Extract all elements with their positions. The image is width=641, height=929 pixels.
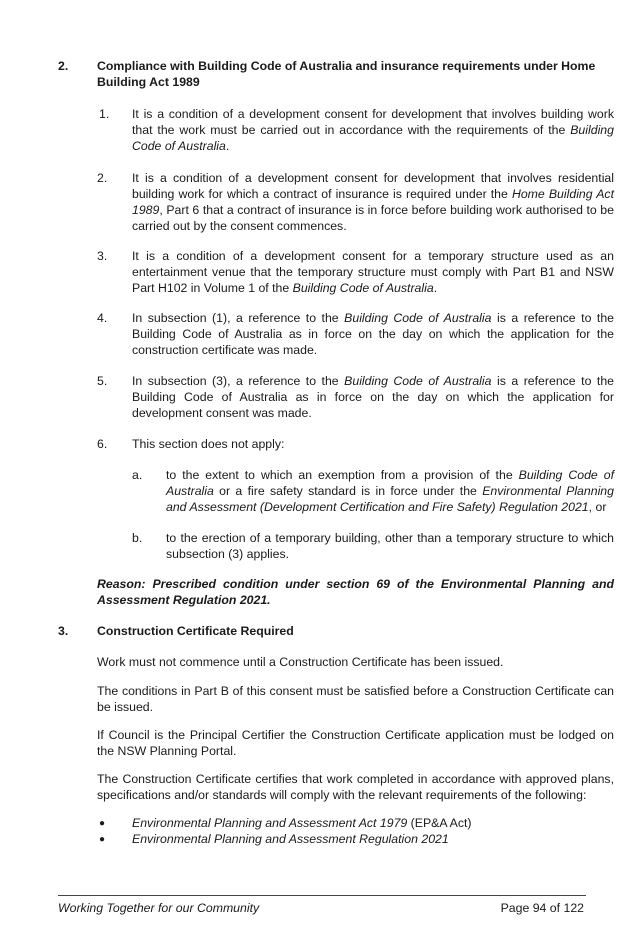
italic-run: Environmental Planning and Assessment Regulation 2021 (132, 832, 449, 846)
text-run: (EP&A Act) (407, 816, 472, 830)
text-run: . (225, 139, 230, 153)
item-6-text (132, 436, 614, 452)
item-1-number: 1. (99, 107, 110, 121)
section-3-title: Construction Certificate Required (97, 624, 294, 638)
item-6-number: 6. (97, 437, 108, 451)
text-run: to the erection of a temporary building, other than a temporary structure to which subsection (3) applies. (166, 531, 614, 561)
text-run: , or (588, 500, 607, 514)
text-run: is a reference to the Building Code of Australia as in force on the day on which the application for development consent was made. (132, 374, 615, 420)
text-run: It is a condition of a development consent for development that involves building work that the work must be carried out in accordance with the requirements of the (132, 107, 614, 137)
italic-run: Building Code of Australia (166, 468, 614, 498)
footer-left-text: Working Together for our Community (58, 901, 260, 915)
italic-run: Home Building Act 1989 (132, 187, 615, 217)
subitem-b-text (166, 530, 614, 562)
item-4-number: 4. (97, 311, 108, 325)
text-run: It is a condition of a development consent for development that involves residential building work for which a contract of insurance is required under the (132, 171, 614, 201)
paragraph-2: The conditions in Part B of this consent must be satisfied before a Construction Certificate can be issued. (97, 684, 614, 714)
italic-run: Building Code of Australia (344, 311, 492, 325)
italic-run: Building Code of Australia (344, 374, 492, 388)
paragraph-4: The Construction Certificate certifies that work completed in accordance with approved plans, specifications and/or standards will comply with the relevant requirements of the following: (97, 772, 614, 802)
text-run: or a fire safety standard is in force under the (213, 484, 483, 498)
text-run: , Part 6 that a contract of insurance is in force before building work authorised to be carried out by the consent commences. (132, 203, 614, 233)
item-4-text (132, 310, 614, 358)
paragraph-1: Work must not commence until a Construction Certificate has been issued. (97, 655, 504, 669)
italic-run: Building Code of Australia (292, 281, 434, 295)
subitem-b-number: b. (132, 531, 143, 545)
text-run: This section does not apply: (132, 437, 285, 451)
item-3-text (132, 248, 614, 296)
italic-run: Environmental Planning and Assessment (Development Certification and Fire Safety) Regulation 2021 (166, 484, 614, 514)
footer-divider (58, 895, 586, 896)
section-3-number: 3. (58, 624, 69, 638)
text-run: In subsection (1), a reference to the (132, 311, 345, 325)
bullet-item-1 (132, 815, 614, 831)
bullet-dot-icon: ● (99, 834, 106, 845)
item-1-text (132, 106, 614, 154)
italic-run: Environmental Planning and Assessment Act 1979 (132, 816, 408, 830)
item-2-text (132, 170, 614, 234)
page-number: Page 94 of 122 (500, 901, 584, 915)
text-run: is a reference to the Building Code of Australia as in force on the day on which the application for the construction certificate was made. (132, 311, 615, 357)
text-run: . (433, 281, 438, 295)
reason-text: Reason: Prescribed condition under section 69 of the Environmental Planning and Assessment Regulation 2021. (97, 577, 614, 607)
bullet-dot-icon: ● (99, 818, 106, 829)
bullet-item-2 (132, 831, 614, 847)
italic-run: Building Code of Australia (132, 123, 614, 153)
subitem-a-number: a. (132, 468, 143, 482)
item-5-text (132, 373, 614, 421)
text-run: It is a condition of a development consent for a temporary structure used as an entertainment venue that the temporary structure must comply with Part B1 and NSW Part H102 in Volume 1 of the (132, 249, 614, 295)
text-run: to the extent to which an exemption from a provision of the (166, 468, 519, 482)
subitem-a-text (166, 467, 614, 515)
section-2-number: 2. (58, 59, 69, 73)
item-2-number: 2. (97, 171, 108, 185)
section-2-title: Compliance with Building Code of Australia and insurance requirements under Home Building Act 1989 (97, 59, 596, 89)
item-5-number: 5. (97, 374, 108, 388)
item-3-number: 3. (97, 249, 108, 263)
paragraph-3: If Council is the Principal Certifier the Construction Certificate application must be lodged on the NSW Planning Portal. (97, 728, 614, 758)
text-run: In subsection (3), a reference to the (132, 374, 345, 388)
